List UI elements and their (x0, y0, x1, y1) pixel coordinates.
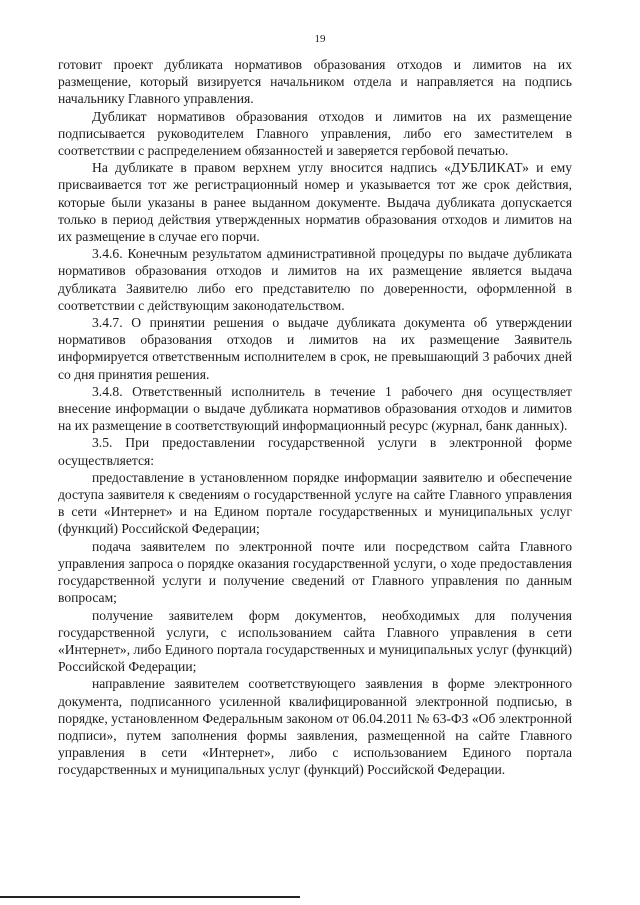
paragraph-3-4-8: 3.4.8. Ответственный исполнитель в течение 1 рабочего дня осуществляет внесение информации о выдаче дубликата нормативов образования отходов и лимитов на их размещение в соответствующий информационный ресурс (журнал, банк данных). (58, 383, 572, 434)
list-item-information: предоставление в установленном порядке информации заявителю и обеспечение доступа заявителя к сведениям о государственной услуге на сайте Главного управления в сети «Интернет» и на Едином портале государственных и муниципальных услуг (функций) Российской Федерации; (58, 469, 572, 537)
paragraph-3-4-7: 3.4.7. О принятии решения о выдаче дубликата документа об утверждении нормативов образования отходов и лимитов на их размещение Заявитель информируется ответственным исполнителем в срок, не превышающий 3 рабочих дней со дня принятия решения. (58, 315, 572, 382)
page-number: 19 (314, 33, 326, 45)
paragraph-2: Дубликат нормативов образования отходов и лимитов на их размещение подписывается руководителем Главного управления, либо его заместителем в соответствии с распределением обязанностей и заверяется гербовой печатью. (58, 108, 572, 159)
paragraph-1: готовит проект дубликата нормативов образования отходов и лимитов на их размещение, который визируется начальником отдела и направляется на подпись начальнику Главного управления. (58, 57, 572, 107)
document-body (58, 56, 572, 779)
list-item-application: направление заявителем соответствующего заявления в форме электронного документа, подписанного усиленной квалифицированной электронной подписью, в порядке, установленном Федеральным законом от 06.04.2011 № 63-ФЗ «Об электронной подписи», путем заполнения формы заявления, размещенной на сайте Главного управления в сети «Интернет», либо с использованием Единого портала государственных и муниципальных услуг (функций) Российской Федерации. (58, 676, 572, 778)
list-item-forms: получение заявителем форм документов, необходимых для получения государственной услуги, с использованием сайта Главного управления в сети «Интернет», либо Единого портала государственных и муниципальных услуг (функций) Российской Федерации; (58, 607, 572, 675)
bottom-divider (0, 896, 300, 898)
paragraph-3-4-6: 3.4.6. Конечным результатом административной процедуры по выдаче дубликата нормативов образования отходов и лимитов на их размещение является выдача дубликата Заявителю либо его представителю по доверенности, оформленной в соответствии с действующим законодательством. (58, 246, 572, 313)
paragraph-3: На дубликате в правом верхнем углу вносится надпись «ДУБЛИКАТ» и ему присваивается тот же регистрационный номер и указывается тот же срок действия, которые были указаны в ранее выданном документе. Выдача дубликата допускается только в период действия утвержденных норматив образования отходов и лимитов на их размещение в случае его порчи. (58, 160, 572, 245)
paragraph-3-5: 3.5. При предоставлении государственной услуги в электронной форме осуществляется: (58, 435, 572, 468)
list-item-request: подача заявителем по электронной почте или посредством сайта Главного управления запроса о порядке оказания государственной услуги, о ходе предоставления государственной услуги и получение сведений от Главного управления по данным вопросам; (58, 538, 572, 606)
